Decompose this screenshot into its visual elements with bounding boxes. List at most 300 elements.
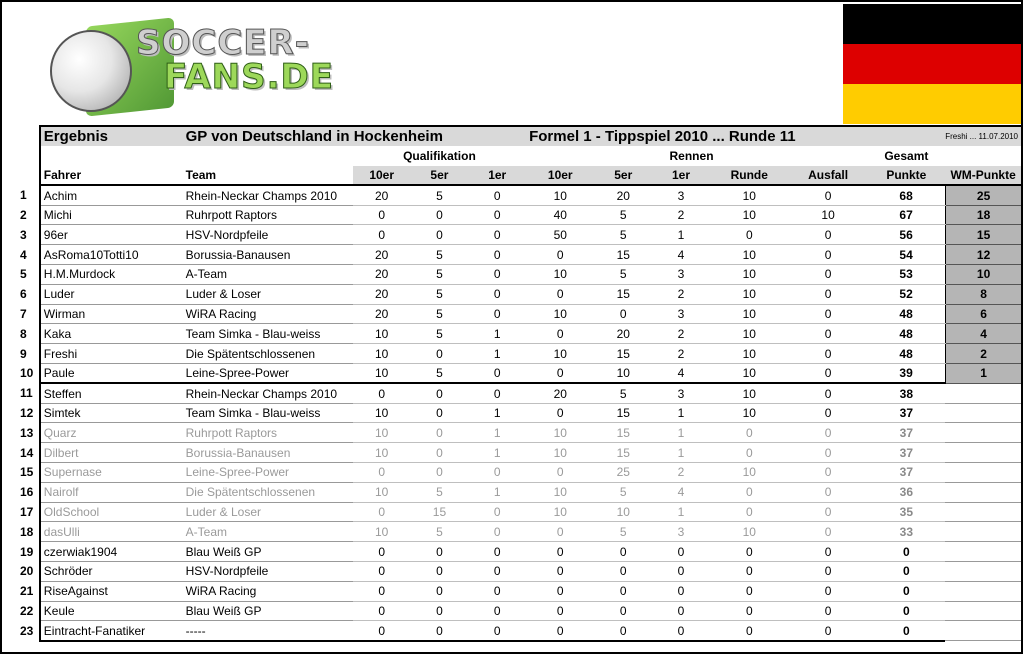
rennen-5er-cell: 0 <box>594 542 652 562</box>
quali-10er-cell: 0 <box>353 581 411 601</box>
total-points-cell: 38 <box>868 383 946 403</box>
driver-name-cell: czerwiak1904 <box>40 542 183 562</box>
quali-5er-cell: 0 <box>411 205 469 225</box>
quali-1er-cell: 0 <box>468 522 526 542</box>
quali-10er-cell: 0 <box>353 502 411 522</box>
driver-name-cell: Schröder <box>40 562 183 582</box>
driver-name-cell: dasUlli <box>40 522 183 542</box>
wm-points-cell <box>945 601 1022 621</box>
runde-cell: 10 <box>710 284 789 304</box>
total-points-cell: 48 <box>868 324 946 344</box>
wm-points-cell <box>945 621 1022 641</box>
rennen-10er-cell: 10 <box>526 482 594 502</box>
team-cell: Borussia-Banausen <box>183 245 353 265</box>
wm-points-cell: 4 <box>945 324 1022 344</box>
col-team: Team <box>183 166 353 186</box>
rank-cell: 5 <box>20 267 27 282</box>
quali-10er-cell: 20 <box>353 304 411 324</box>
quali-5er-cell: 0 <box>411 344 469 364</box>
rank-cell: 23 <box>20 623 34 638</box>
wm-points-cell: 10 <box>945 265 1022 285</box>
quali-10er-cell: 0 <box>353 225 411 245</box>
rennen-10er-cell: 0 <box>526 463 594 483</box>
rank-cell: 6 <box>20 287 27 302</box>
group-qualifikation: Qualifikation <box>353 146 526 166</box>
driver-name-cell: Luder <box>40 284 183 304</box>
col-punkte: Punkte <box>868 166 946 186</box>
rennen-5er-cell: 15 <box>594 423 652 443</box>
quali-5er-cell: 0 <box>411 383 469 403</box>
rennen-10er-cell: 0 <box>526 581 594 601</box>
team-cell: Rhein-Neckar Champs 2010 <box>183 383 353 403</box>
quali-1er-cell: 0 <box>468 304 526 324</box>
ausfall-cell: 0 <box>789 364 868 384</box>
wm-points-cell <box>945 403 1022 423</box>
total-points-cell: 36 <box>868 482 946 502</box>
rennen-5er-cell: 20 <box>594 324 652 344</box>
team-cell: Leine-Spree-Power <box>183 463 353 483</box>
team-cell: Die Spätentschlossenen <box>183 482 353 502</box>
wm-points-cell <box>945 522 1022 542</box>
german-flag <box>843 4 1023 124</box>
quali-1er-cell: 1 <box>468 423 526 443</box>
runde-cell: 10 <box>710 265 789 285</box>
rank-cell: 14 <box>20 445 34 460</box>
team-cell: Borussia-Banausen <box>183 443 353 463</box>
quali-5er-cell: 0 <box>411 403 469 423</box>
runde-cell: 10 <box>710 364 789 384</box>
rennen-1er-cell: 2 <box>652 324 710 344</box>
quali-1er-cell: 0 <box>468 225 526 245</box>
table-row <box>2 205 1022 225</box>
quali-10er-cell: 20 <box>353 265 411 285</box>
rennen-5er-cell: 5 <box>594 225 652 245</box>
table-row <box>2 284 1022 304</box>
quali-5er-cell: 0 <box>411 443 469 463</box>
quali-1er-cell: 0 <box>468 205 526 225</box>
col-rennen-1er: 1er <box>652 166 710 186</box>
rennen-5er-cell: 25 <box>594 463 652 483</box>
ausfall-cell: 0 <box>789 601 868 621</box>
quali-5er-cell: 5 <box>411 304 469 324</box>
runde-cell: 0 <box>710 621 789 641</box>
table-row <box>2 344 1022 364</box>
quali-1er-cell: 0 <box>468 601 526 621</box>
group-gesamt: Gesamt <box>868 146 946 166</box>
team-cell: A-Team <box>183 265 353 285</box>
rennen-1er-cell: 4 <box>652 245 710 265</box>
ausfall-cell: 0 <box>789 522 868 542</box>
rank-cell: 10 <box>20 366 34 381</box>
rank-cell: 9 <box>20 346 27 361</box>
total-points-cell: 54 <box>868 245 946 265</box>
wm-points-cell: 2 <box>945 344 1022 364</box>
rank-cell: 2 <box>20 208 27 223</box>
results-table <box>2 125 1023 642</box>
table-row <box>2 581 1022 601</box>
runde-cell: 0 <box>710 482 789 502</box>
table-row <box>2 185 1022 205</box>
rennen-5er-cell: 10 <box>594 502 652 522</box>
rennen-5er-cell: 15 <box>594 403 652 423</box>
ausfall-cell: 0 <box>789 621 868 641</box>
quali-5er-cell: 5 <box>411 185 469 205</box>
ausfall-cell: 0 <box>789 324 868 344</box>
wm-points-cell <box>945 423 1022 443</box>
rennen-1er-cell: 4 <box>652 364 710 384</box>
table-row <box>2 482 1022 502</box>
total-points-cell: 0 <box>868 601 946 621</box>
table-row <box>2 383 1022 403</box>
rennen-10er-cell: 20 <box>526 383 594 403</box>
rennen-5er-cell: 0 <box>594 581 652 601</box>
quali-5er-cell: 5 <box>411 265 469 285</box>
ausfall-cell: 0 <box>789 423 868 443</box>
quali-5er-cell: 5 <box>411 522 469 542</box>
total-points-cell: 0 <box>868 542 946 562</box>
runde-cell: 0 <box>710 562 789 582</box>
soccer-ball-icon <box>50 30 132 112</box>
ausfall-cell: 0 <box>789 225 868 245</box>
col-quali-1er: 1er <box>468 166 526 186</box>
rennen-1er-cell: 4 <box>652 482 710 502</box>
rennen-5er-cell: 0 <box>594 562 652 582</box>
rennen-1er-cell: 1 <box>652 502 710 522</box>
quali-1er-cell: 0 <box>468 502 526 522</box>
total-points-cell: 68 <box>868 185 946 205</box>
team-cell: WiRA Racing <box>183 304 353 324</box>
team-cell: Die Spätentschlossenen <box>183 344 353 364</box>
rank-cell: 21 <box>20 584 34 599</box>
quali-10er-cell: 20 <box>353 284 411 304</box>
rennen-5er-cell: 20 <box>594 185 652 205</box>
ausfall-cell: 10 <box>789 205 868 225</box>
quali-10er-cell: 0 <box>353 463 411 483</box>
quali-10er-cell: 10 <box>353 344 411 364</box>
runde-cell: 0 <box>710 601 789 621</box>
wm-points-cell: 12 <box>945 245 1022 265</box>
rennen-1er-cell: 1 <box>652 225 710 245</box>
quali-1er-cell: 0 <box>468 284 526 304</box>
team-cell: HSV-Nordpfeile <box>183 225 353 245</box>
runde-cell: 10 <box>710 245 789 265</box>
quali-1er-cell: 1 <box>468 403 526 423</box>
author-date-stamp: Freshi ... 11.07.2010 <box>868 126 1023 146</box>
rennen-5er-cell: 15 <box>594 245 652 265</box>
quali-1er-cell: 0 <box>468 621 526 641</box>
team-cell: Luder & Loser <box>183 502 353 522</box>
team-cell: A-Team <box>183 522 353 542</box>
quali-5er-cell: 0 <box>411 542 469 562</box>
total-points-cell: 37 <box>868 443 946 463</box>
total-points-cell: 48 <box>868 344 946 364</box>
total-points-cell: 33 <box>868 522 946 542</box>
total-points-cell: 53 <box>868 265 946 285</box>
rennen-1er-cell: 0 <box>652 601 710 621</box>
wm-points-cell <box>945 383 1022 403</box>
rennen-1er-cell: 1 <box>652 443 710 463</box>
ausfall-cell: 0 <box>789 482 868 502</box>
runde-cell: 0 <box>710 423 789 443</box>
col-quali-5er: 5er <box>411 166 469 186</box>
driver-name-cell: Nairolf <box>40 482 183 502</box>
total-points-cell: 37 <box>868 463 946 483</box>
team-cell: Team Simka - Blau-weiss <box>183 403 353 423</box>
rennen-10er-cell: 10 <box>526 185 594 205</box>
rennen-10er-cell: 10 <box>526 502 594 522</box>
rank-cell: 18 <box>20 524 34 539</box>
driver-name-cell: Quarz <box>40 423 183 443</box>
ausfall-cell: 0 <box>789 344 868 364</box>
runde-cell: 0 <box>710 502 789 522</box>
runde-cell: 0 <box>710 225 789 245</box>
driver-name-cell: Supernase <box>40 463 183 483</box>
quali-5er-cell: 0 <box>411 601 469 621</box>
ergebnis-label: Ergebnis <box>40 126 183 146</box>
wm-points-cell <box>945 482 1022 502</box>
team-cell: Ruhrpott Raptors <box>183 423 353 443</box>
col-fahrer: Fahrer <box>40 166 183 186</box>
rank-cell: 11 <box>20 386 33 401</box>
rennen-10er-cell: 40 <box>526 205 594 225</box>
rank-cell: 22 <box>20 604 34 619</box>
total-points-cell: 56 <box>868 225 946 245</box>
rennen-1er-cell: 3 <box>652 265 710 285</box>
wm-points-cell: 6 <box>945 304 1022 324</box>
team-cell: WiRA Racing <box>183 581 353 601</box>
quali-5er-cell: 0 <box>411 621 469 641</box>
rennen-10er-cell: 50 <box>526 225 594 245</box>
rank-cell: 20 <box>20 564 34 579</box>
runde-cell: 0 <box>710 443 789 463</box>
rank-cell: 16 <box>20 485 34 500</box>
wm-points-cell <box>945 581 1022 601</box>
quali-1er-cell: 0 <box>468 581 526 601</box>
col-rennen-10er: 10er <box>526 166 594 186</box>
rennen-5er-cell: 5 <box>594 205 652 225</box>
rank-cell: 1 <box>20 188 27 203</box>
table-row <box>2 443 1022 463</box>
table-row <box>2 542 1022 562</box>
total-points-cell: 0 <box>868 562 946 582</box>
rennen-10er-cell: 0 <box>526 562 594 582</box>
total-points-cell: 48 <box>868 304 946 324</box>
ausfall-cell: 0 <box>789 562 868 582</box>
rennen-10er-cell: 0 <box>526 542 594 562</box>
wm-points-cell <box>945 502 1022 522</box>
quali-10er-cell: 0 <box>353 601 411 621</box>
quali-1er-cell: 1 <box>468 482 526 502</box>
driver-name-cell: 96er <box>40 225 183 245</box>
runde-cell: 10 <box>710 324 789 344</box>
driver-name-cell: Eintracht-Fanatiker <box>40 621 183 641</box>
rank-cell: 19 <box>20 544 34 559</box>
rennen-5er-cell: 0 <box>594 621 652 641</box>
quali-5er-cell: 5 <box>411 364 469 384</box>
table-row <box>2 225 1022 245</box>
event-title: GP von Deutschland in Hockenheim <box>183 126 469 146</box>
team-cell: Leine-Spree-Power <box>183 364 353 384</box>
wm-points-cell <box>945 542 1022 562</box>
rennen-1er-cell: 2 <box>652 463 710 483</box>
ausfall-cell: 0 <box>789 443 868 463</box>
quali-5er-cell: 0 <box>411 581 469 601</box>
rennen-10er-cell: 0 <box>526 364 594 384</box>
rank-cell: 15 <box>20 465 34 480</box>
driver-name-cell: Simtek <box>40 403 183 423</box>
rennen-1er-cell: 3 <box>652 304 710 324</box>
driver-name-cell: AsRoma10Totti10 <box>40 245 183 265</box>
rennen-1er-cell: 3 <box>652 383 710 403</box>
rennen-5er-cell: 15 <box>594 443 652 463</box>
total-points-cell: 35 <box>868 502 946 522</box>
runde-cell: 10 <box>710 344 789 364</box>
total-points-cell: 0 <box>868 581 946 601</box>
team-cell: ----- <box>183 621 353 641</box>
quali-5er-cell: 5 <box>411 284 469 304</box>
rennen-1er-cell: 3 <box>652 522 710 542</box>
runde-cell: 10 <box>710 403 789 423</box>
quali-10er-cell: 20 <box>353 245 411 265</box>
rennen-10er-cell: 0 <box>526 621 594 641</box>
total-points-cell: 67 <box>868 205 946 225</box>
quali-10er-cell: 10 <box>353 443 411 463</box>
driver-name-cell: Keule <box>40 601 183 621</box>
table-row <box>2 324 1022 344</box>
driver-name-cell: Freshi <box>40 344 183 364</box>
quali-5er-cell: 0 <box>411 225 469 245</box>
quali-10er-cell: 0 <box>353 621 411 641</box>
table-row <box>2 522 1022 542</box>
table-row <box>2 601 1022 621</box>
series-title: Formel 1 - Tippspiel 2010 ... Runde 11 <box>526 126 867 146</box>
soccer-fans-logo <box>46 20 334 116</box>
col-wm-punkte: WM-Punkte <box>945 166 1022 186</box>
title-row <box>2 126 1022 146</box>
rennen-1er-cell: 0 <box>652 621 710 641</box>
rennen-5er-cell: 15 <box>594 344 652 364</box>
quali-5er-cell: 5 <box>411 245 469 265</box>
logo-word-fans: FANS.DE <box>164 57 334 97</box>
rennen-5er-cell: 0 <box>594 304 652 324</box>
team-cell: Team Simka - Blau-weiss <box>183 324 353 344</box>
ausfall-cell: 0 <box>789 245 868 265</box>
runde-cell: 10 <box>710 185 789 205</box>
flag-stripe-red <box>843 44 1023 84</box>
quali-5er-cell: 0 <box>411 423 469 443</box>
total-points-cell: 37 <box>868 403 946 423</box>
wm-points-cell: 15 <box>945 225 1022 245</box>
rennen-10er-cell: 10 <box>526 423 594 443</box>
team-cell: Blau Weiß GP <box>183 542 353 562</box>
rennen-5er-cell: 5 <box>594 522 652 542</box>
ausfall-cell: 0 <box>789 265 868 285</box>
table-row <box>2 562 1022 582</box>
col-quali-10er: 10er <box>353 166 411 186</box>
quali-1er-cell: 1 <box>468 443 526 463</box>
rennen-1er-cell: 0 <box>652 562 710 582</box>
wm-points-cell: 18 <box>945 205 1022 225</box>
quali-10er-cell: 0 <box>353 562 411 582</box>
rennen-5er-cell: 5 <box>594 383 652 403</box>
total-points-cell: 37 <box>868 423 946 443</box>
rennen-5er-cell: 10 <box>594 364 652 384</box>
quali-10er-cell: 10 <box>353 423 411 443</box>
runde-cell: 10 <box>710 463 789 483</box>
rennen-1er-cell: 2 <box>652 284 710 304</box>
rank-cell: 7 <box>20 307 27 322</box>
quali-1er-cell: 0 <box>468 185 526 205</box>
driver-name-cell: Wirman <box>40 304 183 324</box>
runde-cell: 10 <box>710 205 789 225</box>
table-row <box>2 403 1022 423</box>
quali-5er-cell: 0 <box>411 463 469 483</box>
rennen-1er-cell: 2 <box>652 205 710 225</box>
quali-1er-cell: 1 <box>468 344 526 364</box>
rank-cell: 12 <box>20 406 34 421</box>
rennen-10er-cell: 0 <box>526 403 594 423</box>
quali-10er-cell: 10 <box>353 364 411 384</box>
rank-cell: 17 <box>20 505 34 520</box>
quali-5er-cell: 15 <box>411 502 469 522</box>
runde-cell: 10 <box>710 522 789 542</box>
ausfall-cell: 0 <box>789 185 868 205</box>
group-header-row <box>2 146 1022 166</box>
ausfall-cell: 0 <box>789 403 868 423</box>
total-points-cell: 39 <box>868 364 946 384</box>
rank-cell: 13 <box>20 425 34 440</box>
ausfall-cell: 0 <box>789 542 868 562</box>
rennen-1er-cell: 0 <box>652 542 710 562</box>
quali-1er-cell: 0 <box>468 463 526 483</box>
table-row <box>2 245 1022 265</box>
wm-points-cell: 25 <box>945 185 1022 205</box>
table-row <box>2 463 1022 483</box>
ausfall-cell: 0 <box>789 284 868 304</box>
rennen-5er-cell: 0 <box>594 601 652 621</box>
col-rennen-5er: 5er <box>594 166 652 186</box>
quali-5er-cell: 5 <box>411 324 469 344</box>
rennen-10er-cell: 10 <box>526 304 594 324</box>
column-header-row <box>2 166 1022 186</box>
quali-10er-cell: 20 <box>353 185 411 205</box>
rennen-10er-cell: 0 <box>526 324 594 344</box>
rennen-10er-cell: 0 <box>526 522 594 542</box>
driver-name-cell: Kaka <box>40 324 183 344</box>
table-row <box>2 364 1022 384</box>
table-row <box>2 304 1022 324</box>
rank-cell: 8 <box>20 326 27 341</box>
quali-1er-cell: 0 <box>468 542 526 562</box>
driver-name-cell: H.M.Murdock <box>40 265 183 285</box>
rennen-1er-cell: 3 <box>652 185 710 205</box>
driver-name-cell: OldSchool <box>40 502 183 522</box>
quali-10er-cell: 0 <box>353 383 411 403</box>
driver-name-cell: Michi <box>40 205 183 225</box>
table-row <box>2 502 1022 522</box>
rennen-10er-cell: 0 <box>526 284 594 304</box>
driver-name-cell: Paule <box>40 364 183 384</box>
rank-cell: 3 <box>20 227 27 242</box>
runde-cell: 10 <box>710 304 789 324</box>
team-cell: Rhein-Neckar Champs 2010 <box>183 185 353 205</box>
rennen-1er-cell: 2 <box>652 344 710 364</box>
rennen-5er-cell: 5 <box>594 265 652 285</box>
team-cell: Luder & Loser <box>183 284 353 304</box>
quali-1er-cell: 1 <box>468 324 526 344</box>
quali-10er-cell: 10 <box>353 403 411 423</box>
col-ausfall: Ausfall <box>789 166 868 186</box>
